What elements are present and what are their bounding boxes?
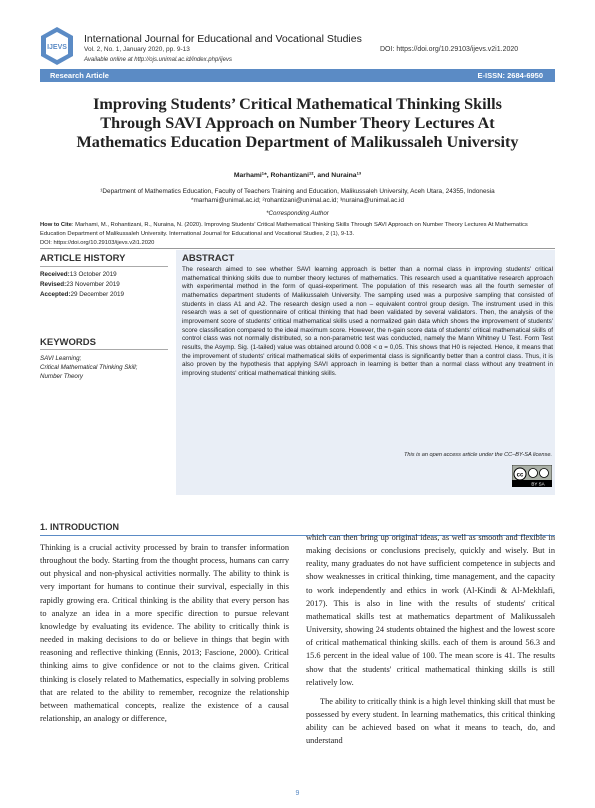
eissn-label: E-ISSN: 2684-6950: [477, 71, 543, 80]
author-emails[interactable]: *marhami@unimal.ac.id; ²rohantizani@unimal.ac.id; ³nuraina@unimal.ac.id: [190, 197, 405, 204]
revised-date: Revised:23 November 2019: [40, 281, 120, 288]
introduction-heading: 1. INTRODUCTION: [40, 522, 120, 532]
paragraph: Thinking is a crucial activity processed by brain to transfer information throughout the body. Starting from the thought process, humans can carry out physical and non-physical activities normally. The ability to think is very important for humans to continue their survival, especially in this rapidly growing era. Critical thinking is the ability that every person has to analyze an idea in a more specific direction to pursue relevant knowledge by evaluating its evidence. The ability to critically think is needed in making decisions to do or believe in things that begin with reasoning and reflective thinking (Ennis, 2013; Fascione, 2000). Critical thinking aims to give confidence or not to the claims given. Critical thinking is closely related to Mathematics, especially in solving problems that are related to the ability to remember, recognize the relationship between mathematical concepts, realize the existence of a causal relationship, an analogy or difference,: [40, 543, 289, 724]
title-line: Through SAVI Approach on Number Theory Lectures At: [100, 114, 495, 132]
abstract-heading: ABSTRACT: [182, 253, 235, 264]
volume-line: Vol. 2, No. 1, January 2020, pp. 9-13: [84, 46, 190, 53]
journal-title: International Journal for Educational and Vocational Studies: [84, 33, 362, 45]
page-number: 9: [295, 790, 300, 797]
divider: [40, 266, 168, 267]
divider: [40, 248, 555, 249]
keywords-heading: KEYWORDS: [40, 337, 96, 348]
article-type-label: Research Article: [50, 71, 109, 80]
cite-text: : Marhami, M., Rohantizani, R., Nuraina, N. (2020). Improving Students’ Critical Mathematical Thinking Skills Through SAVI Approach on Number Theory Lectures At Mathematics Education Department of Malikussaleh University. International Journal for Educational and Vocational Studies, 2 (1), 9-13.: [40, 222, 528, 238]
received-date: Received:13 October 2019: [40, 271, 117, 278]
divider: [40, 349, 168, 350]
by-icon: [529, 469, 538, 478]
svg-text:cc: cc: [516, 472, 524, 479]
available-online-line[interactable]: Available online at http://ojs.unimal.ac.id/index.php/ijevs: [84, 57, 232, 63]
affiliation: ¹Department of Mathematics Education, Faculty of Teachers Training and Education, Malikussaleh University, Aceh Utara, 24355, Indonesia: [100, 188, 495, 195]
keywords-list: [40, 354, 137, 381]
cc-label: BY SA: [531, 481, 545, 487]
cc-by-sa-badge[interactable]: [512, 465, 552, 487]
abstract-text: The research aimed to see whether SAVI learning approach is better than a normal class in improving students' critical mathematical thinking skills due to number theory lectures of mathematics. This research used a quantitative research approach with experimental method in the form of quasi-experiment. The population of this research was all the fourth semester of mathematics department students of Malikussaleh University. The sampling used was a purposive sampling that consisted of students in class A1 and A2. The research design used a non – equivalent control group design. The instrument used in this research was a set of questionnaire of critical thinking that had been validated by several validators. Then, the analysis of the improvement score of students' critical mathematical skills used a normalized gain data which shows the improvement of students' score classification compared to the ideal maximum score. However, the n-gain score data of students' critical mathematical skills of control class was not normally distributed, so a non-parametric test was conducted, namely the Mann Whitney U Test. Form Test results, the Asymp. Sig. (1-tailed) value was obtained around 0.008 < α = 0,05. This shows that H0 is rejected. Hence, it means that the improvement of students' critical mathematical skills of experimental class is significantly better than a control class. Thus, it is also proven by the hypothesis that applying SAVI approach in learning is better than a normal class without any treatment in improving students' critical mathematical thinking skills.: [182, 266, 553, 377]
article-history-heading: ARTICLE HISTORY: [40, 253, 126, 264]
keyword: SAVI Learning;: [40, 355, 82, 362]
affiliation-block: [40, 187, 555, 205]
body-column-right: [306, 531, 555, 748]
paragraph: The ability to critically think is a high level thinking skill that must be possessed by every student. In learning mathematics, this critical thinking ability can be achieved based on what it means to teach, do, and understand: [306, 696, 555, 746]
logo-text: IJEVS: [47, 44, 67, 51]
title-line: Improving Students’ Critical Mathematical Thinking Skills: [93, 95, 502, 113]
accepted-date: Accepted:29 December 2019: [40, 291, 125, 298]
body-column-left: [40, 541, 289, 725]
how-to-cite: [40, 221, 555, 249]
authors: Marhami¹*, Rohantizani¹², and Nuraina¹³: [233, 172, 362, 179]
keyword: Critical Mathematical Thinking Skill;: [40, 364, 138, 371]
corresponding-author-note: *Corresponding Author: [266, 210, 329, 217]
paragraph: which can then bring up original ideas, as well as smooth and flexible in making decisions or conclusions precisely, quickly and wisely. But in reality, many graduates do not have sufficient competence in subjects and show weaknesses in critical thinking, time management, and the capacity to work independently and ethics in work (Al-Kindi & Al-Mekhlafi, 2017). This is also in line with the results of students' critical mathematical skills test at mathematics department of Malikussaleh University, showing 24 students obtained the highest and the lowest score of critical mathematical thinking skills. each of them is around 56.3 and 15.6 percent in the ideal value of 100. The mean score is 41. The results show that the students' critical mathematical thinking skills is still relatively low.: [306, 533, 555, 687]
paper-title: [40, 95, 555, 152]
title-line: Mathematics Education Department of Malikussaleh University: [76, 133, 519, 151]
license-note: This is an open access article under the CC–BY-SA license.: [404, 452, 552, 458]
journal-logo: [40, 26, 74, 66]
cite-doi[interactable]: DOI: https://doi.org/10.29103/ijevs.v2i1.2020: [40, 240, 155, 247]
sa-icon: [540, 469, 549, 478]
keyword: Number Theory: [40, 373, 83, 380]
header-doi[interactable]: DOI: https://doi.org/10.29103/ijevs.v2i1.2020: [380, 46, 519, 53]
cite-label: How to Cite: [40, 222, 72, 228]
